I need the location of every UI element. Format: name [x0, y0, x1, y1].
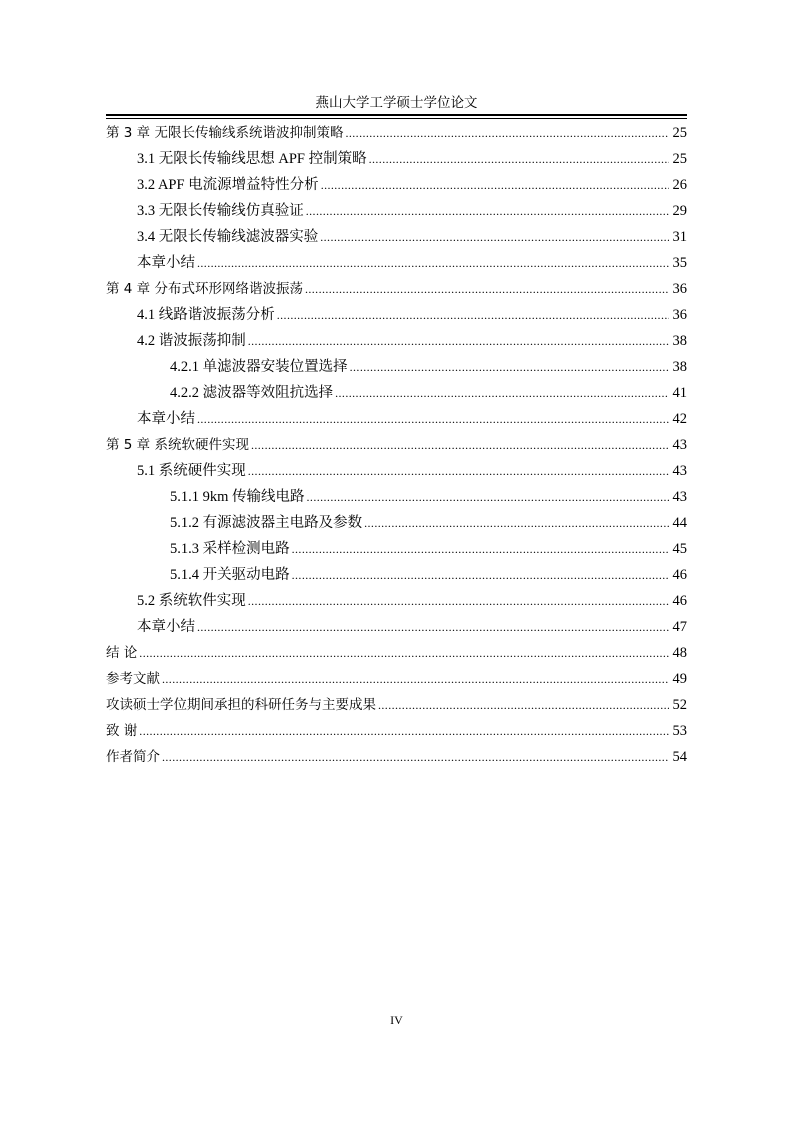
toc-entry-title: 3.1 无限长传输线思想 APF 控制策略: [137, 151, 367, 167]
toc-entry-page: 45: [672, 541, 687, 557]
toc-entry-title: 5.1.1 9km 传输线电路: [170, 489, 305, 505]
toc-entry-page: 35: [672, 255, 687, 271]
toc-leader-dots: [307, 484, 669, 510]
toc-leader-dots: [248, 328, 669, 354]
toc-leader-dots: [248, 458, 669, 484]
toc-entry-title: 5.1.4 开关驱动电路: [170, 567, 290, 583]
toc-entry[interactable]: [106, 406, 687, 432]
toc-entry[interactable]: [106, 328, 687, 354]
toc-leader-dots: [306, 198, 669, 224]
toc-entry[interactable]: [106, 276, 687, 302]
toc-leader-dots: [378, 692, 669, 718]
toc-entry-title: 3.3 无限长传输线仿真验证: [137, 203, 304, 219]
toc-entry-title: 第 5 章 系统软硬件实现: [106, 437, 249, 453]
toc-entry-page: 38: [672, 359, 687, 375]
toc-entry[interactable]: [106, 458, 687, 484]
toc-leader-dots: [335, 380, 669, 406]
toc-leader-dots: [197, 250, 669, 276]
toc-entry-page: 46: [672, 567, 687, 583]
toc-leader-dots: [350, 354, 669, 380]
toc-entry[interactable]: [106, 224, 687, 250]
toc-entry[interactable]: [106, 614, 687, 640]
toc-entry-page: 42: [672, 411, 687, 427]
toc-entry-page: 47: [672, 619, 687, 635]
toc-leader-dots: [364, 510, 669, 536]
toc-entry-page: 43: [672, 489, 687, 505]
header-rule-thin: [106, 118, 687, 119]
toc-entry-title: 本章小结: [137, 255, 195, 271]
toc-entry[interactable]: [106, 588, 687, 614]
toc-leader-dots: [321, 172, 669, 198]
toc-entry-title: 4.2.1 单滤波器安装位置选择: [170, 359, 348, 375]
toc-entry-page: 25: [672, 151, 687, 167]
toc-entry[interactable]: [106, 640, 687, 666]
running-header: 燕山大学工学硕士学位论文: [315, 95, 478, 110]
toc-entry-title: 3.4 无限长传输线滤波器实验: [137, 229, 319, 245]
toc-entry-page: 41: [672, 385, 687, 401]
toc-leader-dots: [139, 640, 669, 666]
toc-entry-page: 26: [672, 177, 687, 193]
toc-entry-page: 38: [672, 333, 687, 349]
toc-entry-page: 36: [672, 307, 687, 323]
toc-entry-title: 本章小结: [137, 619, 195, 635]
toc-entry-title: 第 4 章 分布式环形网络谐波振荡: [106, 281, 303, 297]
toc-entry[interactable]: [106, 172, 687, 198]
toc-entry-page: 52: [672, 697, 687, 713]
toc-entry[interactable]: [106, 250, 687, 276]
toc-entry-title: 结 论: [106, 645, 138, 661]
toc-entry-title: 致 谢: [106, 723, 138, 739]
toc-entry-page: 48: [672, 645, 687, 661]
toc-leader-dots: [292, 536, 669, 562]
toc-entry[interactable]: [106, 536, 687, 562]
toc-entry-page: 53: [672, 723, 687, 739]
toc-entry-title: 5.1.2 有源滤波器主电路及参数: [170, 515, 363, 531]
toc-leader-dots: [162, 744, 669, 770]
toc-leader-dots: [305, 276, 669, 302]
toc-entry[interactable]: [106, 120, 687, 146]
toc-entry-title: 参考文献: [106, 671, 160, 687]
toc-leader-dots: [292, 562, 669, 588]
toc-leader-dots: [345, 120, 669, 146]
toc-entry-title: 5.2 系统软件实现: [137, 593, 246, 609]
toc-entry[interactable]: [106, 484, 687, 510]
toc-leader-dots: [369, 146, 669, 172]
toc-entry-page: 43: [672, 437, 687, 453]
toc-entry-title: 第 3 章 无限长传输线系统谐波抑制策略: [106, 125, 344, 141]
toc-entry-page: 44: [672, 515, 687, 531]
toc-entry[interactable]: [106, 666, 687, 692]
toc-entry-page: 36: [672, 281, 687, 297]
toc-entry[interactable]: [106, 380, 687, 406]
toc-leader-dots: [248, 588, 669, 614]
toc-entry[interactable]: [106, 146, 687, 172]
toc-entry-title: 4.2.2 滤波器等效阻抗选择: [170, 385, 334, 401]
toc-leader-dots: [251, 432, 669, 458]
toc-entry-title: 攻读硕士学位期间承担的科研任务与主要成果: [106, 697, 376, 713]
toc-entry-title: 5.1.3 采样检测电路: [170, 541, 290, 557]
toc-leader-dots: [162, 666, 669, 692]
toc-entry[interactable]: [106, 510, 687, 536]
header-rule-thick: [106, 114, 687, 116]
toc-entry[interactable]: [106, 562, 687, 588]
toc-leader-dots: [197, 406, 669, 432]
toc-entry-page: 49: [672, 671, 687, 687]
toc-entry[interactable]: [106, 432, 687, 458]
toc-entry-page: 31: [672, 229, 687, 245]
toc-leader-dots: [139, 718, 669, 744]
toc-leader-dots: [277, 302, 669, 328]
toc-entry[interactable]: [106, 718, 687, 744]
toc-entry-page: 43: [672, 463, 687, 479]
toc-entry-title: 4.1 线路谐波振荡分析: [137, 307, 275, 323]
toc-entry-page: 25: [672, 125, 687, 141]
toc-entry-title: 5.1 系统硬件实现: [137, 463, 246, 479]
toc-entry-page: 29: [672, 203, 687, 219]
toc-entry[interactable]: [106, 198, 687, 224]
toc-leader-dots: [197, 614, 669, 640]
toc-entry-page: 46: [672, 593, 687, 609]
page-number: IV: [390, 1013, 403, 1027]
toc-entry-title: 3.2 APF 电流源增益特性分析: [137, 177, 319, 193]
toc-entry-title: 4.2 谐波振荡抑制: [137, 333, 246, 349]
table-of-contents: [106, 120, 687, 770]
toc-entry[interactable]: [106, 744, 687, 770]
toc-entry-title: 作者简介: [106, 749, 160, 765]
toc-entry-title: 本章小结: [137, 411, 195, 427]
toc-entry[interactable]: [106, 354, 687, 380]
toc-entry[interactable]: [106, 692, 687, 718]
toc-leader-dots: [320, 224, 669, 250]
toc-entry[interactable]: [106, 302, 687, 328]
toc-entry-page: 54: [672, 749, 687, 765]
